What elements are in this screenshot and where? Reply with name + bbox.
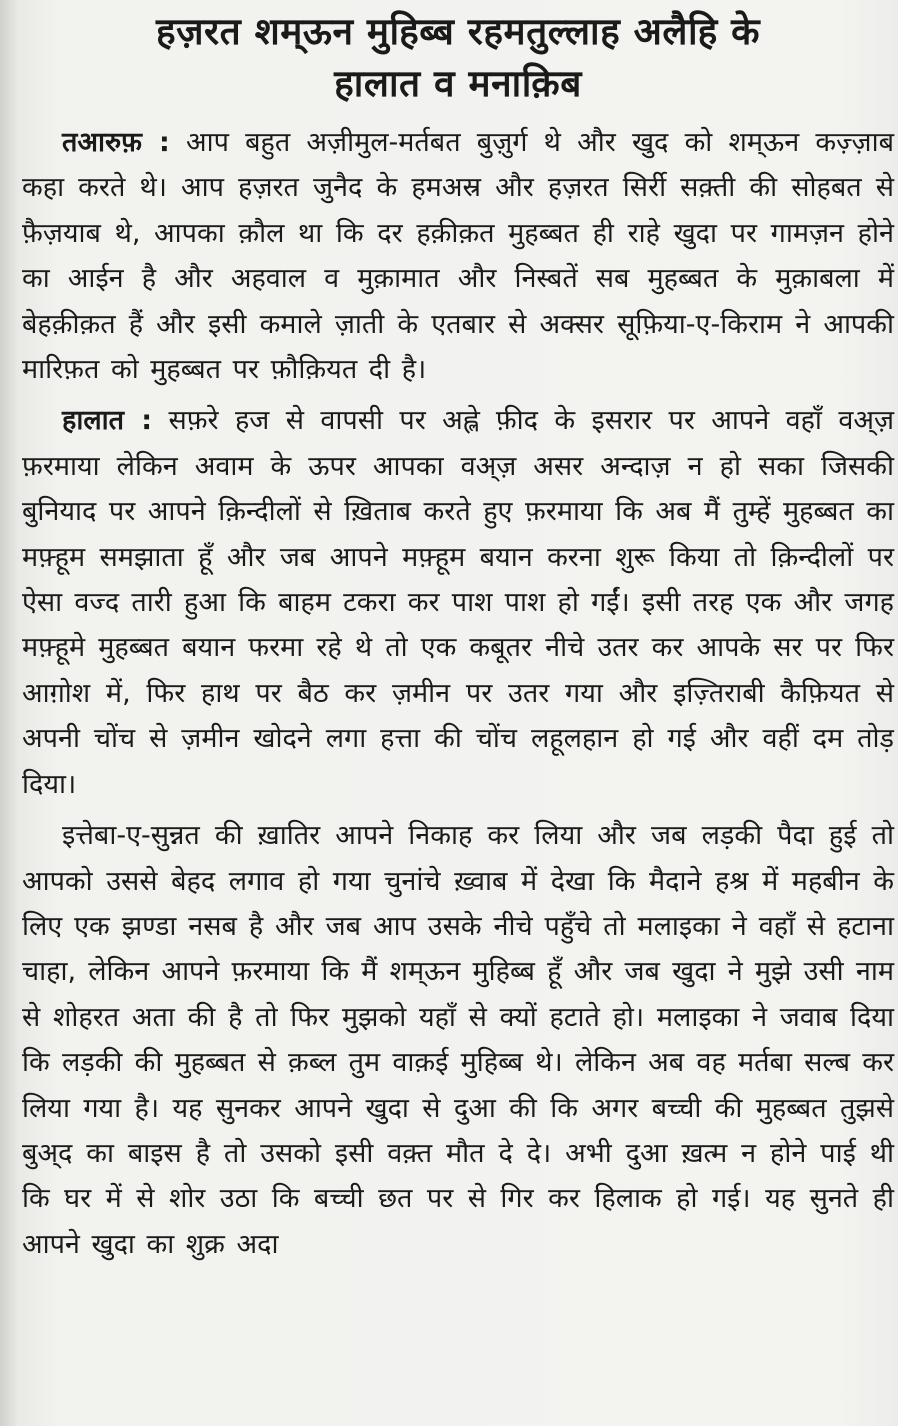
paragraph-daughter-story <box>22 813 894 1267</box>
paragraph-text: आप बहुत अज़ीमुल-मर्तबत बुज़ुर्ग थे और खुद को शम्ऊन कज़्ज़ाब कहा करते थे। आप हज़रत जुनैद के हमअस्र और हज़रत सिर्री सक़्ती की सोहबत से फ़ैज़याब थे, आपका क़ौल था कि दर हक़ीक़त मुहब्बत ही राहे खुदा पर गामज़न होने का आईन है और अहवाल व मुक़ामात और निस्बतें सब मुहब्बत के मुक़ाबला में बेहक़ीक़त हैं और इसी कमाले ज़ाती के एतबार से अक्सर सूफ़िया-ए-किराम ने आपकी मारिफ़त को मुहब्बत पर फ़ौक़ियत दी है। <box>22 127 894 386</box>
paragraph-biography <box>22 398 894 807</box>
paragraph-text: सफ़रे हज से वापसी पर अह्ले फ़ीद के इसरार पर आपने वहाँ वअ्ज़ फ़रमाया लेकिन अवाम के ऊपर आपका वअ्ज़ असर अन्दाज़ न हो सका जिसकी बुनियाद पर आपने क़िन्दीलों से ख़िताब करते हुए फ़रमाया कि अब मैं तुम्हें मुहब्बत का मफ़्हूम समझाता हूँ और जब आपने मफ़्हूम बयान करना शुरू किया तो क़िन्दीलों पर ऐसा वज्द तारी हुआ कि बाहम टकरा कर पाश पाश हो गईं। इसी तरह एक और जगह मफ़्हूमे मुहब्बत बयान फरमा रहे थे तो एक कबूतर नीचे उतर कर आपके सर पर फिर आग़ोश में, फिर हाथ पर बैठ कर ज़मीन पर उतर गया और इज़्तिराबी कैफ़ियत से अपनी चोंच से ज़मीन खोदने लगा हत्ता की चोंच लहूलहान हो गई और वहीं दम तोड़ दिया। <box>22 405 895 800</box>
page-content <box>22 6 894 1273</box>
paragraph-text: इत्तेबा-ए-सुन्नत की ख़ातिर आपने निकाह कर लिया और जब लड़की पैदा हुई तो आपको उससे बेहद लगाव हो गया चुनांचे ख़्वाब में देखा कि मैदाने हश्र में महबीन के लिए एक झण्डा नसब है और जब आप उसके नीचे पहुँचे तो मलाइका ने वहाँ से हटाना चाहा, लेकिन आपने फ़रमाया कि मैं शम्ऊन मुहिब्ब हूँ और जब खुदा ने मुझे उसी नाम से शोहरत अता की है तो फिर मुझको यहाँ से क्यों हटाते हो। मलाइका ने जवाब दिया कि लड़की की मुहब्बत से क़ब्ल तुम वाक़ई मुहिब्ब थे। लेकिन अब वह मर्तबा सल्ब कर लिया गया है। यह सुनकर आपने खुदा से दुआ की कि अगर बच्ची की मुहब्बत तुझसे बुअ्द का बाइस है तो उसको इसी वक़्त मौत दे दे। अभी दुआ ख़त्म न होने पाई थी कि घर में से शोर उठा कि बच्ची छत पर से गिर कर हिलाक हो गई। यह सुनते ही आपने खुदा का शुक्र अदा <box>22 820 894 1260</box>
section-label-introduction: तआरुफ़ : <box>62 127 170 158</box>
chapter-title-line-2: हालात व मनाक़िब <box>334 62 582 105</box>
paragraph-introduction <box>22 120 894 392</box>
section-label-biography: हालात : <box>62 405 153 437</box>
chapter-title-line-1: हज़रत शम्ऊन मुहिब्ब रहमतुल्लाह अलैहि के <box>155 10 761 53</box>
chapter-title <box>22 6 894 110</box>
